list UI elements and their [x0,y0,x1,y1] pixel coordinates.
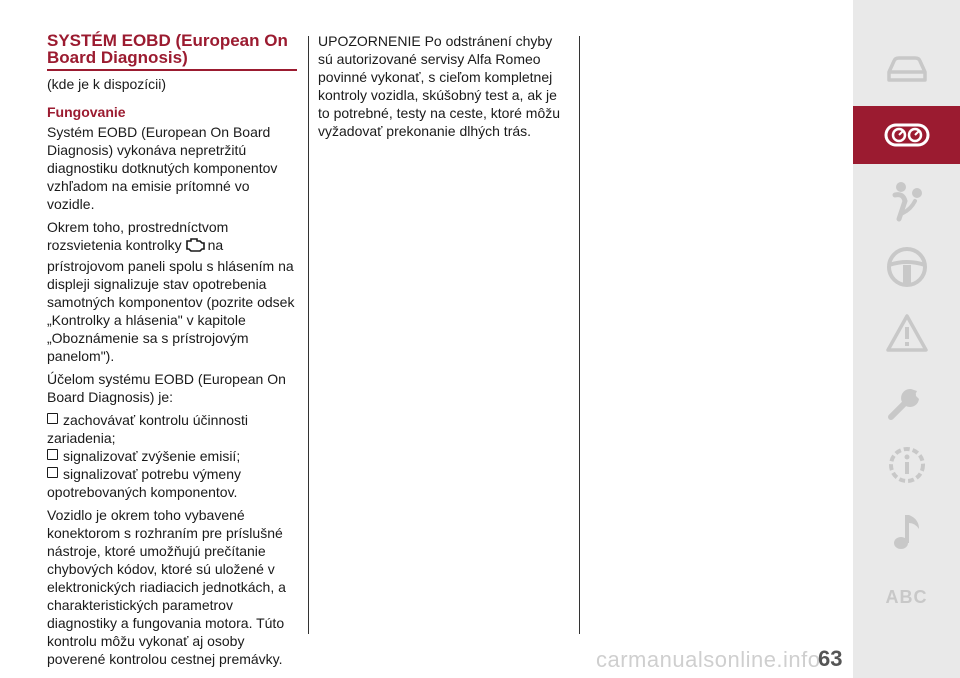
sidebar-item-safety[interactable] [853,172,960,230]
paragraph-3: Účelom systému EOBD (European On Board Diagnosis) je: [47,371,286,405]
seat-safety-icon [885,179,929,223]
list-item [47,465,297,501]
list-item-text: signalizovať potrebu výmeny opotrebovaných komponentov. [47,466,242,500]
sidebar-item-steering[interactable] [853,238,960,296]
section-title [47,32,297,71]
chapter-sidebar [853,0,960,678]
section-subtitle: (kde je k dispozícii) [47,76,167,92]
steering-wheel-icon [885,245,929,289]
list-item-text: zachovávať kontrolu účinnosti zariadenia; [47,412,249,446]
warning-triangle-icon [885,313,929,353]
paragraph-2-after: na prístrojovom paneli spolu s hlásením na displeji signalizuje stav opotrebenia samotných komponentov (pozrite odsek „Kontrolky a hlásenia" v kapitole „Oboznámenie sa s prístrojovým panelom"). [47,237,295,364]
sidebar-item-dashboard[interactable] [853,106,960,164]
checkbox-bullet-icon [47,467,58,478]
sidebar-item-multimedia[interactable] [853,502,960,560]
music-note-icon [885,509,929,553]
column-divider [308,36,309,634]
checkbox-bullet-icon [47,449,58,460]
column-divider [579,36,580,634]
page-number: 63 [818,646,843,671]
list-item [47,447,297,465]
abc-label: ABC [885,586,928,607]
paragraph-4: Vozidlo je okrem toho vybavené konektorom s rozhraním pre príslušné nástroje, ktoré umožňujú prečítanie chybových kódov, ktoré sú uložené v elektronických riadiacich jednotkách, a charakteristických parametrov diagnostiky a fungovania motora. Túto kontrolu môžu vykonať aj osoby poverené kontrolou cestnej premávky. [47,507,286,667]
list-item [47,411,297,447]
sidebar-item-maintenance[interactable] [853,370,960,428]
list-item-text: signalizovať zvýšenie emisií; [63,448,241,464]
paragraph-2-before: Okrem toho, prostredníctvom rozsvietenia kontrolky [47,219,229,253]
paragraph-2 [47,218,297,365]
section-title-line1: SYSTÉM EOBD (European On [47,31,288,50]
section-title-line2: Board Diagnosis) [47,48,188,67]
checkbox-bullet-icon [47,413,58,424]
sidebar-item-car[interactable] [853,40,960,98]
engine-warning-icon [184,237,206,257]
fungovanie-heading: Fungovanie [47,104,126,120]
sidebar-item-index[interactable] [853,568,960,626]
sidebar-item-warnings[interactable] [853,304,960,362]
sidebar-item-technical[interactable] [853,436,960,494]
right-column [318,32,568,145]
car-icon [885,52,929,86]
dashboard-icon [883,120,931,150]
left-column [47,32,297,673]
wrench-icon [885,377,929,421]
watermark: carmanualsonline.info [596,647,821,672]
warning-text: UPOZORNENIE Po odstránení chyby sú autorizované servisy Alfa Romeo povinné vykonať, s cieľom kompletnej kontroly vozidla, skúšobný test a, ak je to potrebné, testy na ceste, ktoré môžu vyžadovať prekonanie dlhých trás. [318,33,561,139]
paragraph-1: Systém EOBD (European On Board Diagnosis) vykonáva nepretržitú diagnostiku dotknutých komponentov vzhľadom na emisie prítomné vo vozidle. [47,124,278,212]
info-gear-icon [885,443,929,487]
